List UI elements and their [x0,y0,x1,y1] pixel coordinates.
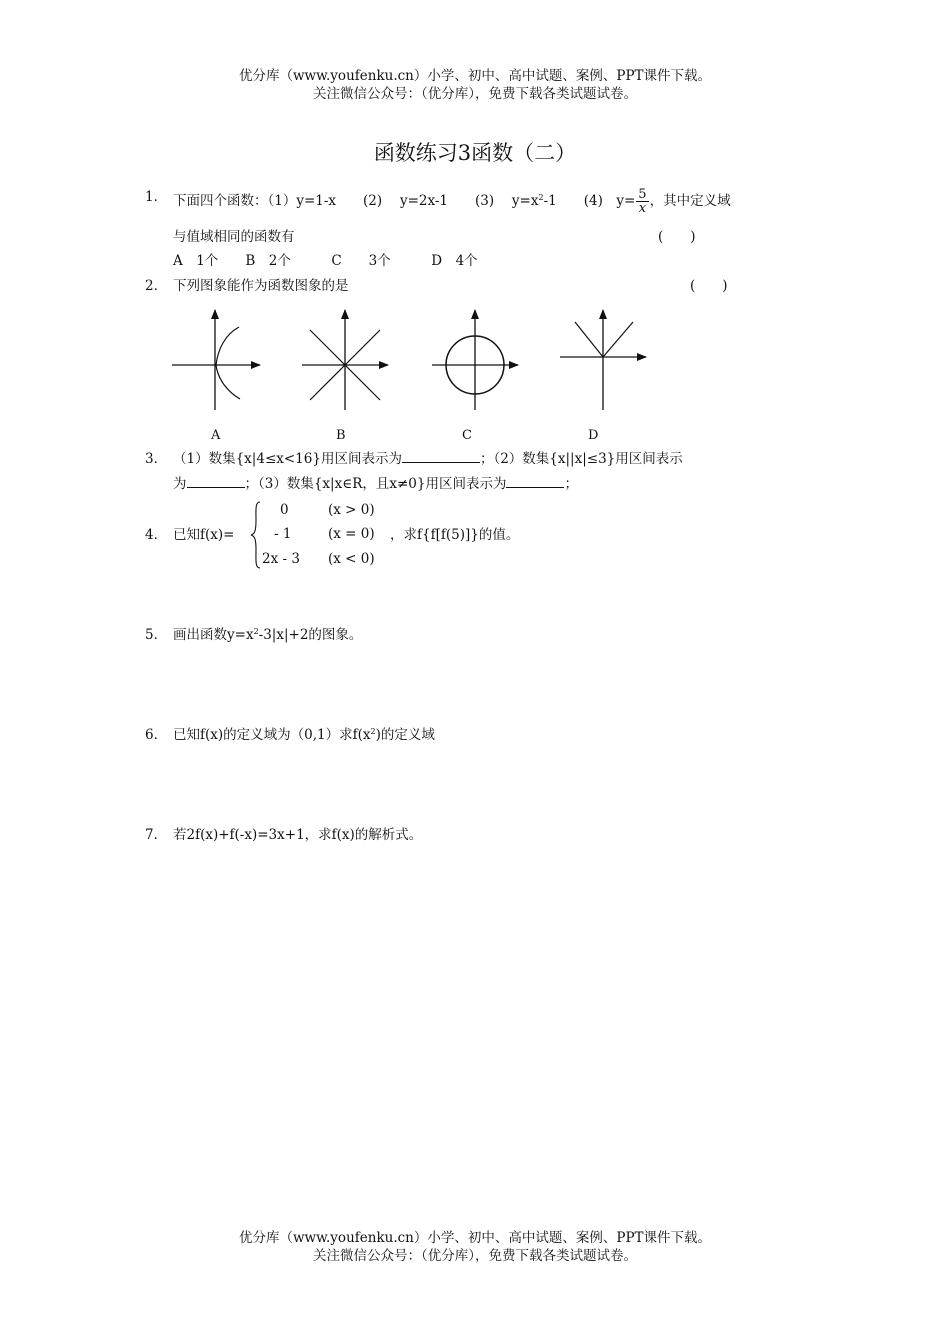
graph-b-label: B [336,428,346,443]
q3-le-1: ≤ [264,451,277,467]
q1-after-frac: ，其中定义域 [649,193,731,209]
q3-part3-b: 0}用区间表示为 [408,476,507,492]
graph-a [160,300,270,420]
footer-line-1: 优分库（www.youfenku.cn）小学、初中、高中试题、案例、PPT课件下载。 [238,1230,712,1246]
q3-blank-1[interactable] [402,450,480,463]
graph-b [290,300,400,420]
q1-sup: 2 [538,193,544,202]
q3-line1 [173,450,683,468]
q4-case1-value: 0 [280,502,289,518]
graph-a-label: A [211,428,221,443]
q5-sup: 2 [253,627,259,636]
q1-choices: A 1个 B 2个 C 3个 D 4个 [173,253,478,269]
q4-brace [250,500,262,570]
q1-stem-text: 下面四个函数：（1）y=1-x (2) y=2x-1 (3) y=x [173,193,539,209]
q3-number: 3． [145,451,168,467]
q1-line2: 与值域相同的函数有 [173,229,295,245]
q6-number: 6． [145,727,168,743]
graph-a-curve [216,327,240,399]
q4-tail: ，求f{f[f(5)]}的值。 [390,527,520,543]
q3-blank-3[interactable] [506,475,564,488]
q6-stem [173,726,435,744]
q4-case1-cond: (x > 0) [328,502,375,518]
q1-stem [173,188,731,215]
header-line-2: 关注微信公众号：（优分库），免费下载各类试题试卷。 [313,86,637,102]
q7-number: 7． [145,827,168,843]
q2-bracket: ( ) [690,278,728,294]
q1-number: 1． [145,189,168,205]
graph-d-label: D [588,428,599,443]
q1-stem-tail: -1 (4) y= [543,193,636,209]
q1-frac-num: 5 [638,187,647,202]
q4-case2-value: - 1 [274,526,292,542]
q1-bracket: ( ) [658,229,696,245]
q4-case2-cond: (x = 0) [328,526,375,542]
q6-stem-b: )的定义域 [375,727,435,743]
q2-number: 2． [145,278,168,294]
q3-part1-b: x<16}用区间表示为 [276,451,402,467]
q3-part1-a: （1）数集{x|4 [173,451,265,467]
q4-stem: 已知f(x)= [173,527,235,543]
q1-fraction [636,188,648,215]
q7-stem: 若2f(x)+f(-x)=3x+1，求f(x)的解析式。 [173,827,423,843]
q3-part3-a: ；（3）数集{x|x∈R，且x [244,476,397,492]
q5-stem-b: -3|x|+2的图象。 [258,627,363,643]
q5-stem [173,626,362,644]
q3-line2-a: 为 [173,476,187,492]
q2-stem: 下列图象能作为函数图象的是 [173,278,349,294]
q4-number: 4． [145,527,168,543]
page-title: 函数练习3函数（二） [373,141,577,165]
graph-c-label: C [462,428,472,443]
graph-c [420,300,530,420]
graph-d [548,300,658,420]
q4-case3-cond: (x < 0) [328,551,375,567]
graph-d-left-ray [575,322,603,357]
q3-line2 [173,475,578,493]
graph-d-right-ray [603,322,633,357]
q4-case3-value: 2x - 3 [262,551,300,567]
q5-number: 5． [145,627,168,643]
q3-line2-end: ； [564,476,578,492]
header-line-1: 优分库（www.youfenku.cn）小学、初中、高中试题、案例、PPT课件下载。 [238,68,712,84]
q3-le-2: ≤ [586,451,599,467]
q6-sup: 2 [370,727,376,736]
q5-stem-a: 画出函数y=x [173,627,254,643]
q3-blank-2[interactable] [187,475,245,488]
footer-line-2: 关注微信公众号：（优分库），免费下载各类试题试卷。 [313,1248,637,1264]
q3-ne: ≠ [396,476,409,492]
q3-part2-b: 3}用区间表示 [598,451,683,467]
q3-part2-a: ；（2）数集{x||x| [479,451,587,467]
q1-frac-den: x [638,201,647,216]
q6-stem-a: 已知f(x)的定义域为（0,1）求f(x [173,727,371,743]
